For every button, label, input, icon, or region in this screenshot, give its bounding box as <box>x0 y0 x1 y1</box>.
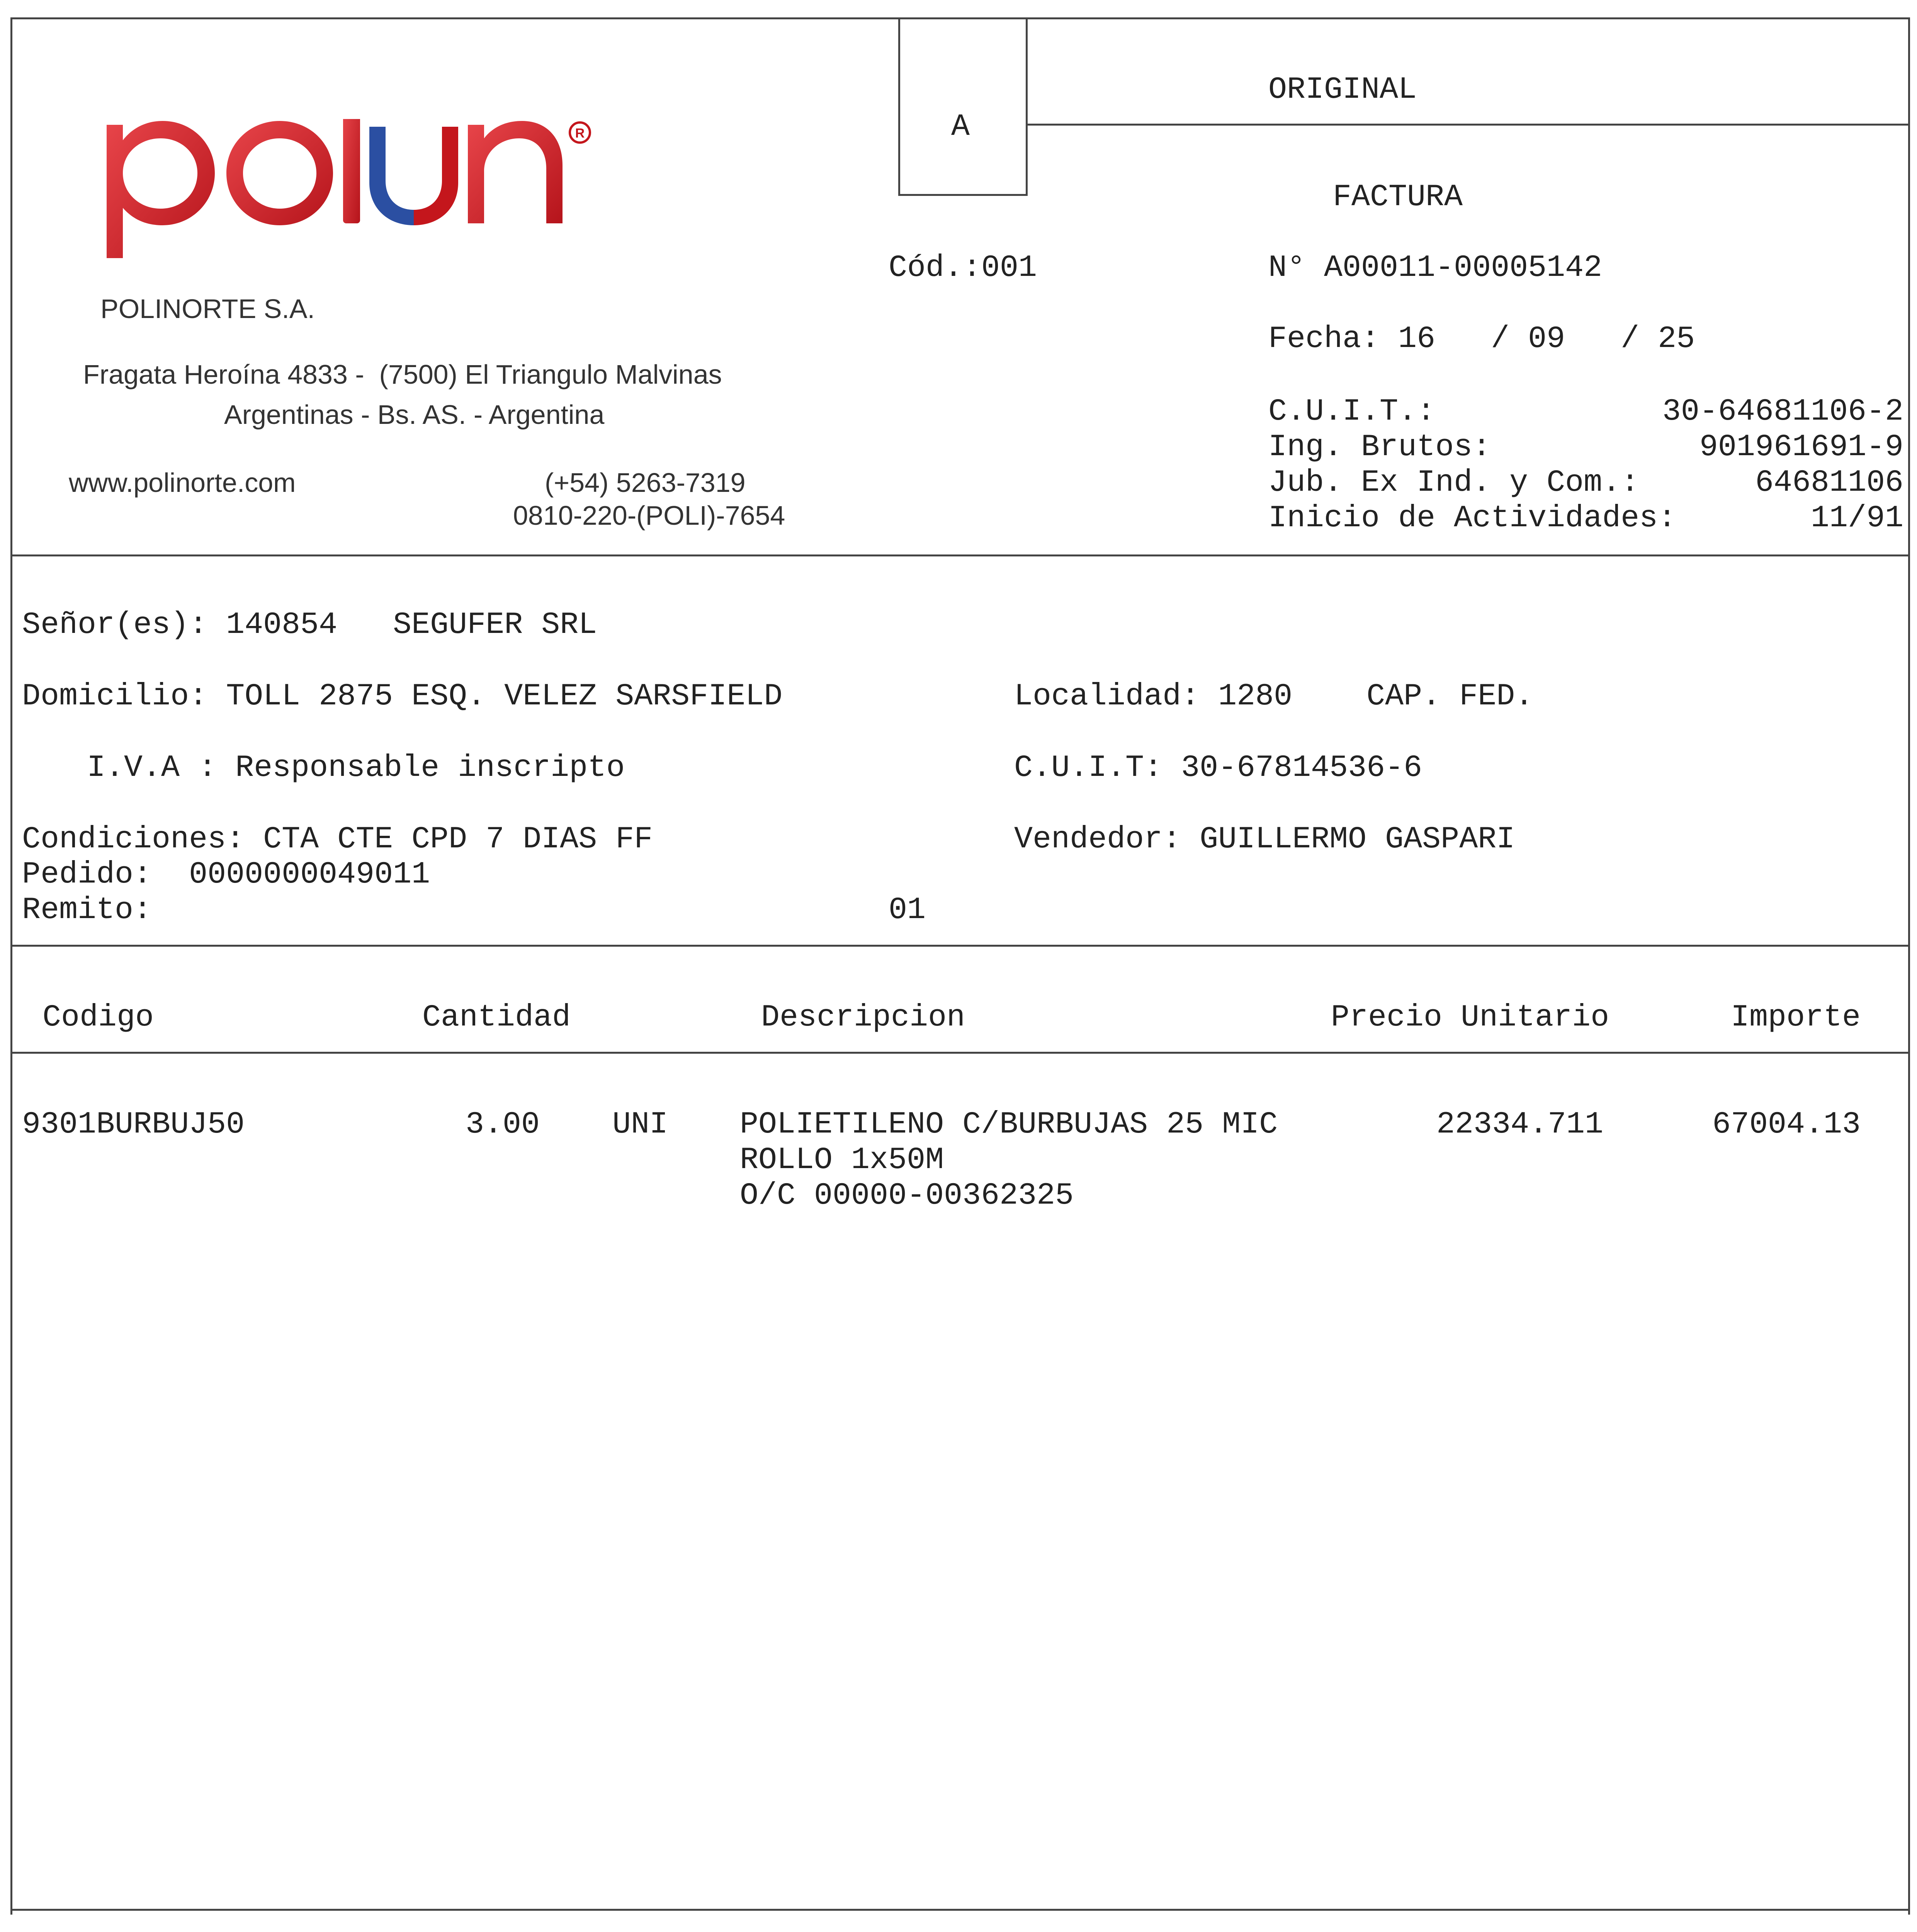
copy-label: ORIGINAL <box>1268 72 1417 107</box>
customer-remito-value: 01 <box>889 893 926 928</box>
col-precio-header: Precio Unitario <box>1331 1000 1609 1035</box>
company-website[interactable]: www.polinorte.com <box>69 468 296 498</box>
ing-brutos-label: Ing. Brutos: <box>1268 430 1491 465</box>
customer-vendedor: Vendedor: GUILLERMO GASPARI <box>1014 822 1515 857</box>
cuit-value: 30-64681106-2 <box>1662 394 1903 429</box>
customer-iva: I.V.A : Responsable inscripto <box>87 750 625 786</box>
customer-pedido: Pedido: 0000000049011 <box>22 857 430 892</box>
item-unidad: UNI <box>612 1107 668 1142</box>
item-codigo: 9301BURBUJ50 <box>22 1107 245 1142</box>
item-descripcion-line1: POLIETILENO C/BURBUJAS 25 MIC <box>740 1107 1278 1142</box>
customer-divider <box>10 945 1910 947</box>
invoice-date: Fecha: 16 / 09 / 25 <box>1268 321 1695 357</box>
col-importe-header: Importe <box>1731 1000 1861 1035</box>
customer-cuit: C.U.I.T: 30-67814536-6 <box>1014 750 1422 786</box>
company-phone2: 0810-220-(POLI)-7654 <box>513 500 785 531</box>
doc-type: FACTURA <box>1333 180 1463 215</box>
inicio-label: Inicio de Actividades: <box>1268 501 1677 536</box>
body-left-border <box>10 554 12 1915</box>
company-address-line2: Argentinas - Bs. AS. - Argentina <box>224 400 605 430</box>
col-codigo-header: Codigo <box>42 1000 154 1035</box>
item-descripcion-line3: O/C 00000-00362325 <box>740 1178 1074 1213</box>
item-importe: 67004.13 <box>1712 1107 1861 1142</box>
customer-remito-label: Remito: <box>22 893 152 928</box>
cod-label: Cód.:001 <box>889 250 1037 286</box>
company-logo <box>93 112 634 259</box>
jub-value: 64681106 <box>1755 465 1903 500</box>
table-header-divider <box>10 1052 1910 1054</box>
item-precio: 22334.711 <box>1436 1107 1604 1142</box>
ing-brutos-value: 901961691-9 <box>1699 430 1903 465</box>
letter-box <box>898 17 1028 196</box>
customer-localidad: Localidad: 1280 CAP. FED. <box>1014 679 1534 714</box>
item-descripcion-line2: ROLLO 1x50M <box>740 1143 944 1178</box>
company-phone1: (+54) 5263-7319 <box>545 468 746 498</box>
customer-senor: Señor(es): 140854 SEGUFER SRL <box>22 607 597 643</box>
item-cantidad: 3.00 <box>466 1107 540 1142</box>
col-cantidad-header: Cantidad <box>422 1000 571 1035</box>
items-bottom-border <box>10 1909 1910 1911</box>
invoice-number: N° A00011-00005142 <box>1268 250 1603 286</box>
invoice-letter: A <box>951 109 970 145</box>
svg-text:R: R <box>575 126 585 141</box>
customer-condiciones: Condiciones: CTA CTE CPD 7 DIAS FF <box>22 822 653 857</box>
col-descripcion-header: Descripcion <box>761 1000 965 1035</box>
company-name: POLINORTE S.A. <box>100 294 315 324</box>
customer-domicilio: Domicilio: TOLL 2875 ESQ. VELEZ SARSFIELD <box>22 679 783 714</box>
company-address-line1: Fragata Heroína 4833 - (7500) El Triangulo Malvinas <box>83 359 722 389</box>
original-divider <box>1026 124 1910 126</box>
jub-label: Jub. Ex Ind. y Com.: <box>1268 465 1640 500</box>
body-right-border <box>1908 554 1910 1915</box>
cuit-label: C.U.I.T.: <box>1268 394 1436 429</box>
inicio-value: 11/91 <box>1810 501 1903 536</box>
